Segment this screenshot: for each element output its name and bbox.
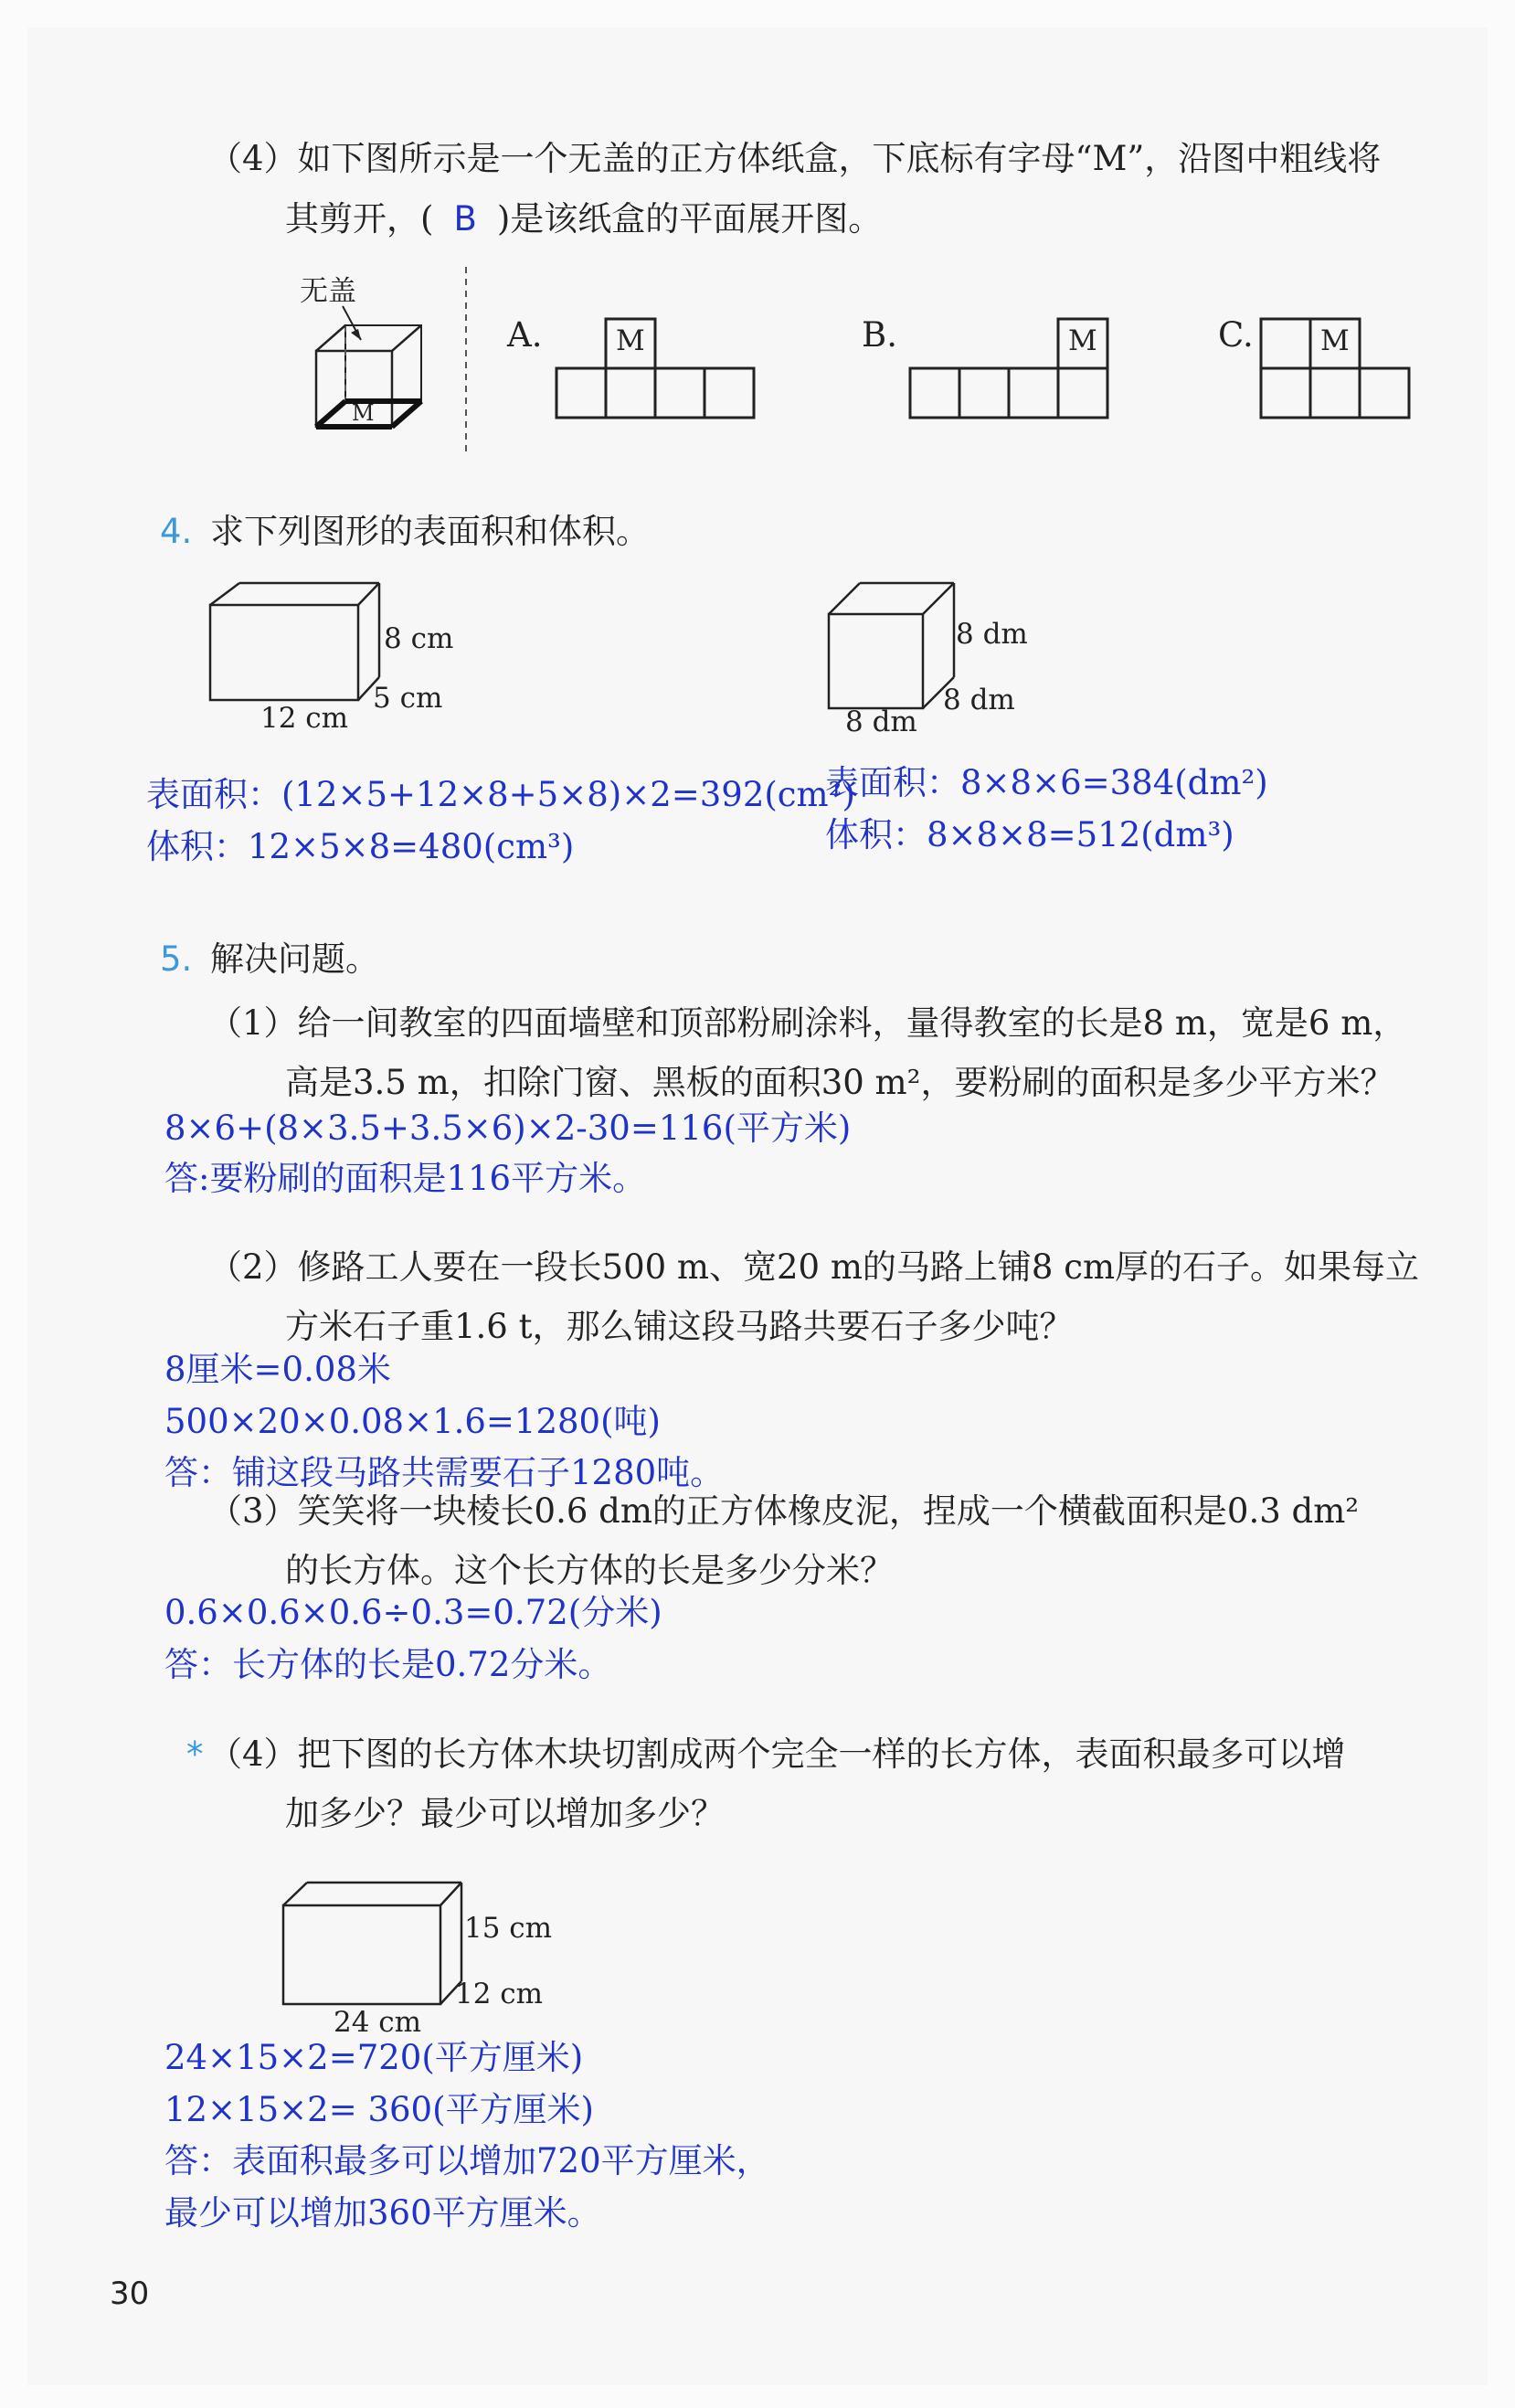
option-a-label: A. xyxy=(507,315,543,355)
q4-left-answer-2: 体积：12×5×8=480(cm³) xyxy=(146,827,575,866)
q5-number: 5. xyxy=(160,939,193,979)
q5-2-answer-3: 答：铺这段马路共需要石子1280吨。 xyxy=(164,1453,725,1492)
q5-4-cuboid-width: 12 cm xyxy=(455,1978,544,2010)
q3-4-line2: 其剪开，( B )是该纸盒的平面展开图。 xyxy=(285,199,883,239)
q5-4-answer-3: 答：表面积最多可以增加720平方厘米， xyxy=(164,2141,770,2180)
q5-1-answer-2: 答:要粉刷的面积是116平方米。 xyxy=(164,1159,647,1198)
q5-2-answer-1: 8厘米=0.08米 xyxy=(164,1350,391,1389)
q5-4-answer-1: 24×15×2=720(平方厘米) xyxy=(164,2038,584,2077)
q3-4-answer: B xyxy=(453,199,477,239)
q5-4-line2: 加多少？最少可以增加多少？ xyxy=(285,1794,725,1833)
q3-4-line1: （4）如下图所示是一个无盖的正方体纸盒，下底标有字母“M”，沿图中粗线将 xyxy=(208,139,1382,178)
q5-4-star: * xyxy=(186,1734,204,1774)
q5-4-cuboid-height: 15 cm xyxy=(464,1912,553,1945)
lid-label: 无盖 xyxy=(300,275,356,308)
option-b-label: B. xyxy=(862,315,897,355)
q4-text: 求下列图形的表面积和体积。 xyxy=(210,512,650,551)
q4-cuboid-length: 12 cm xyxy=(260,702,349,735)
q4-cube-height: 8 dm xyxy=(956,618,1028,651)
q4-right-answer-2: 体积：8×8×8=512(dm³) xyxy=(825,815,1234,854)
q4-cube-width: 8 dm xyxy=(943,684,1015,716)
q5-4-cuboid-length: 24 cm xyxy=(334,2006,422,2039)
q5-3-line2: 的长方体。这个长方体的长是多少分米？ xyxy=(285,1551,894,1590)
q5-4-answer-2: 12×15×2= 360(平方厘米) xyxy=(164,2090,594,2129)
q4-left-answer-1: 表面积：(12×5+12×8+5×8)×2=392(cm²) xyxy=(146,775,855,814)
q4-number: 4. xyxy=(160,512,193,551)
q4-cuboid-width: 5 cm xyxy=(373,682,443,715)
option-a-letter: M xyxy=(616,324,645,357)
q5-2-line1: （2）修路工人要在一段长500 m、宽20 m的马路上铺8 cm厚的石子。如果每立 xyxy=(208,1247,1420,1287)
q5-3-answer-1: 0.6×0.6×0.6÷0.3=0.72(分米) xyxy=(164,1593,662,1632)
q5-text: 解决问题。 xyxy=(210,939,379,979)
q5-2-line2: 方米石子重1.6 t，那么铺这段马路共要石子多少吨？ xyxy=(285,1307,1074,1346)
q5-4-answer-4: 最少可以增加360平方厘米。 xyxy=(164,2193,601,2233)
q4-right-answer-1: 表面积：8×8×6=384(dm²) xyxy=(825,763,1268,802)
q5-4-line1: （4）把下图的长方体木块切割成两个完全一样的长方体，表面积最多可以增 xyxy=(208,1734,1346,1774)
q5-1-line1: （1）给一间教室的四面墙壁和顶部粉刷涂料，量得教室的长是8 m，宽是6 m， xyxy=(208,1003,1407,1043)
q5-3-answer-2: 答：长方体的长是0.72分米。 xyxy=(164,1645,612,1684)
q5-1-answer-1: 8×6+(8×3.5+3.5×6)×2-30=116(平方米) xyxy=(164,1109,852,1148)
q5-1-line2: 高是3.5 m，扣除门窗、黑板的面积30 m²，要粉刷的面积是多少平方米？ xyxy=(285,1063,1394,1102)
q5-3-line1: （3）笑笑将一块棱长0.6 dm的正方体橡皮泥，捏成一个横截面积是0.3 dm² xyxy=(208,1491,1360,1531)
page-number: 30 xyxy=(110,2275,150,2312)
bottom-letter: M xyxy=(352,400,375,426)
q5-2-answer-2: 500×20×0.08×1.6=1280(吨) xyxy=(164,1402,661,1441)
q4-cube-length: 8 dm xyxy=(845,705,917,738)
q4-cuboid-height: 8 cm xyxy=(384,622,454,655)
option-c-letter: M xyxy=(1320,324,1350,357)
option-c-label: C. xyxy=(1218,315,1254,355)
option-b-letter: M xyxy=(1068,324,1097,357)
